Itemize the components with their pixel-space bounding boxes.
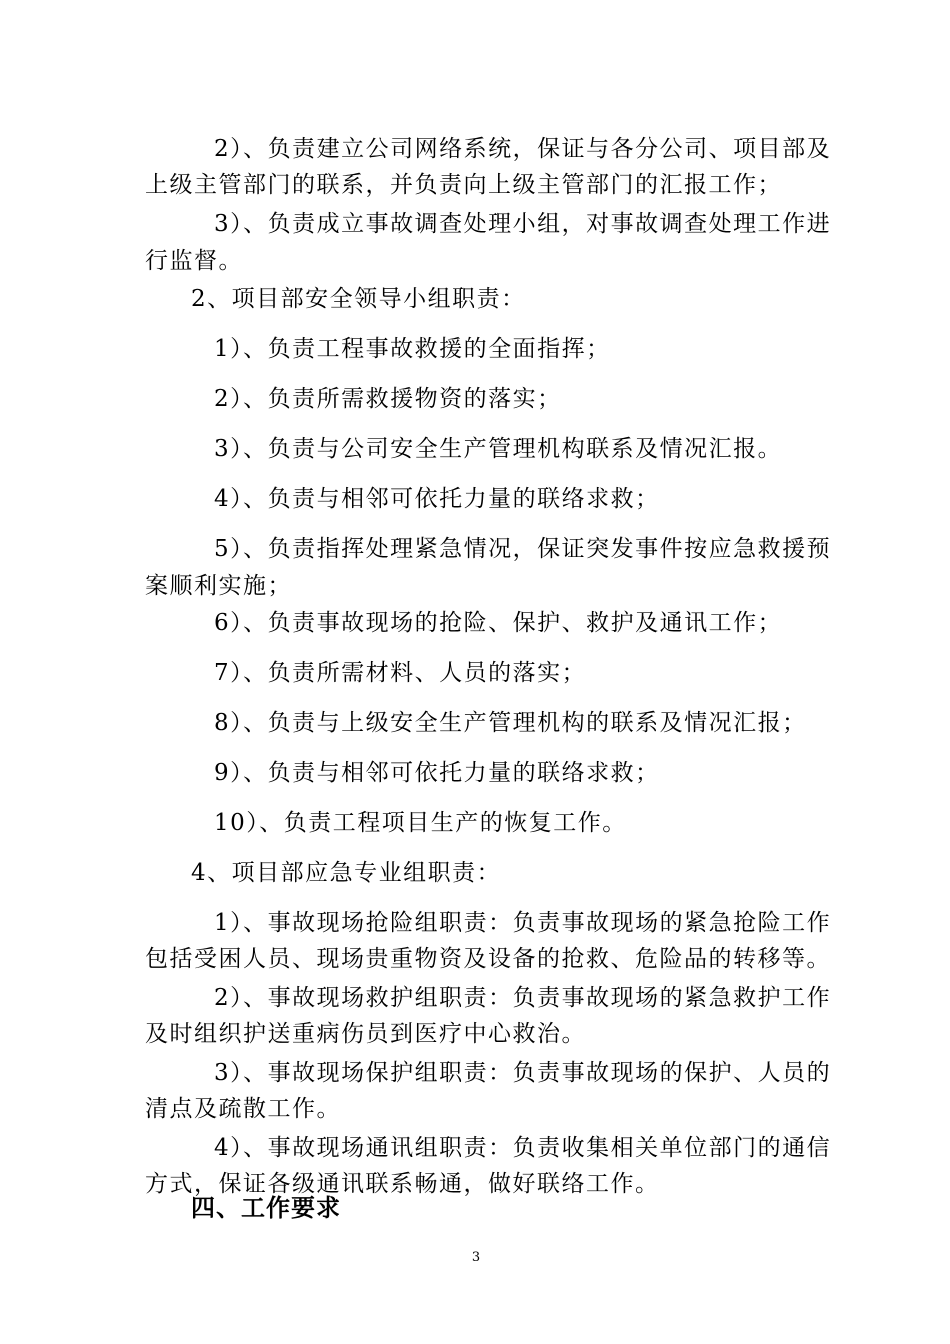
paragraph-line: 2）、负责建立公司网络系统，保证与各分公司、项目部及 (214, 136, 832, 162)
list-item-continuation: 案顺利实施； (145, 573, 292, 599)
list-item: 3）、事故现场保护组职责：负责事故现场的保护、人员的 (214, 1060, 832, 1086)
list-item: 5）、负责指挥处理紧急情况，保证突发事件按应急救援预 (214, 536, 832, 562)
list-item: 1）、事故现场抢险组职责：负责事故现场的紧急抢险工作 (214, 910, 832, 936)
list-item: 1）、负责工程事故救援的全面指挥； (214, 336, 611, 362)
list-item-continuation: 包括受困人员、现场贵重物资及设备的抢救、危险品的转移等。 (145, 946, 831, 972)
section-title: 4、项目部应急专业组职责： (191, 860, 502, 886)
paragraph-line: 行监督。 (145, 248, 243, 274)
list-item: 3）、负责与公司安全生产管理机构联系及情况汇报。 (214, 436, 783, 462)
list-item: 10）、负责工程项目生产的恢复工作。 (214, 810, 627, 836)
list-item-continuation: 及时组织护送重病伤员到医疗中心救治。 (145, 1021, 586, 1047)
page-number: 3 (471, 1250, 481, 1265)
list-item: 6）、负责事故现场的抢险、保护、救护及通讯工作； (214, 610, 783, 636)
section-title: 2、项目部安全领导小组职责： (191, 286, 526, 312)
list-item: 7）、负责所需材料、人员的落实； (214, 660, 587, 686)
paragraph-line: 上级主管部门的联系，并负责向上级主管部门的汇报工作； (145, 172, 782, 198)
paragraph-line: 3）、负责成立事故调查处理小组，对事故调查处理工作进 (214, 211, 832, 237)
list-item: 8）、负责与上级安全生产管理机构的联系及情况汇报； (214, 710, 807, 736)
heading-work-requirements: 四、工作要求 (191, 1193, 341, 1222)
list-item: 4）、事故现场通讯组职责：负责收集相关单位部门的通信 (214, 1135, 832, 1161)
list-item: 9）、负责与相邻可依托力量的联络求救； (214, 760, 660, 786)
list-item-continuation: 方式，保证各级通讯联系畅通，做好联络工作。 (145, 1171, 660, 1197)
list-item: 2）、事故现场救护组职责：负责事故现场的紧急救护工作 (214, 985, 832, 1011)
list-item-continuation: 清点及疏散工作。 (145, 1096, 341, 1122)
list-item: 4）、负责与相邻可依托力量的联络求救； (214, 486, 660, 512)
list-item: 2）、负责所需救援物资的落实； (214, 386, 562, 412)
